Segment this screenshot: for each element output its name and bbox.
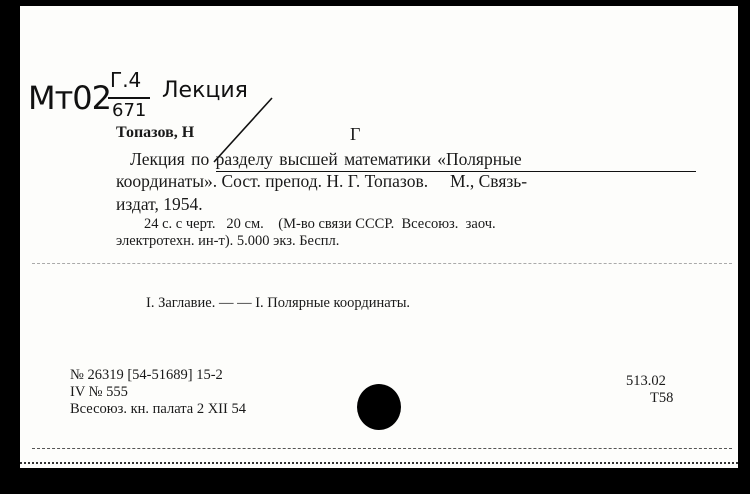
handwritten-fraction-bottom: 671 [112,100,147,121]
entry-heading: Топазов, Н [116,124,195,141]
catalog-card [20,6,738,468]
ruling-line [32,263,732,264]
entry-line-2: координаты». Сост. препод. Н. Г. Топазов. М., Связь- [116,171,528,191]
handwritten-note: Лекция [162,78,248,103]
ruling-line [32,448,732,449]
register-line-3: Всесоюз. кн. палата 2 XII 54 [70,401,246,417]
entry-line-4: 24 с. с черт. 20 см. (М-во связи СССР. Всесоюз. заоч. [144,216,496,232]
handwritten-fraction-top: Г.4 [110,68,142,92]
handwritten-shelfmark: Мт02 [28,79,111,117]
entry-line-1: Лекция по разделу высшей математики «Полярные [130,149,522,169]
card-edge [20,462,738,464]
author-mark: Т58 [650,390,674,406]
udc-number: 513.02 [626,373,666,389]
register-line-1: № 26319 [54-51689] 15-2 [70,367,223,383]
fraction-bar [108,97,150,99]
register-line-2: IV № 555 [70,384,128,400]
entry-line-3: издат, 1954. [116,194,203,214]
punch-hole [357,384,401,430]
tracings: I. Заглавие. — — I. Полярные координаты. [146,295,411,311]
entry-heading-mark: Г [350,124,361,144]
entry-line-5: электротехн. ин-т). 5.000 экз. Беспл. [116,233,340,249]
